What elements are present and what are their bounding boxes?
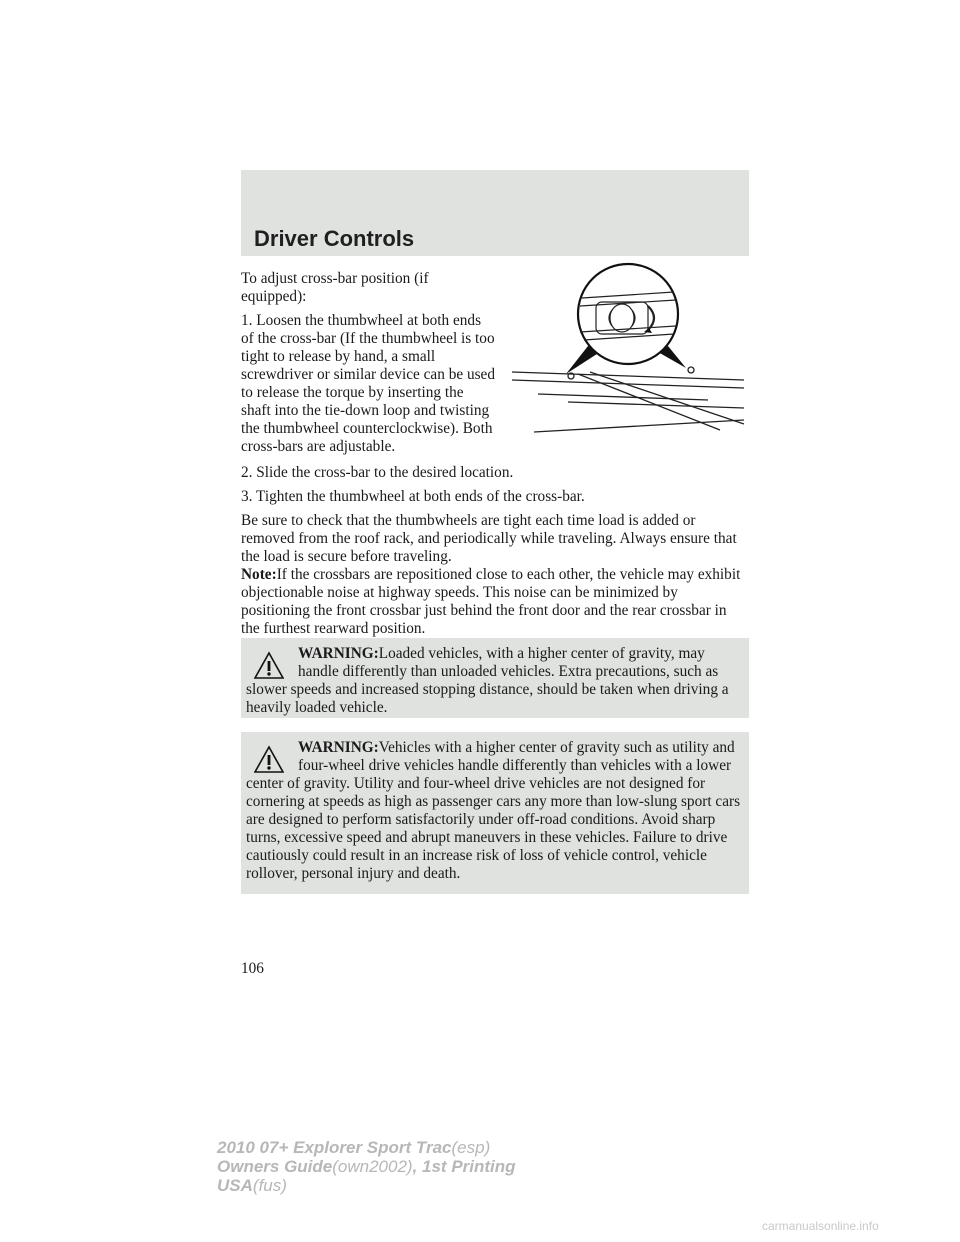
note-text <box>241 566 749 638</box>
footer-model: 2010 07+ Explorer Sport Trac <box>217 1138 452 1157</box>
check-text: Be sure to check that the thumbwheels are tight each time load is added or removed from the roof rack, and periodically while traveling. Always ensure that the load is secure before traveling. <box>241 512 737 565</box>
site-watermark: carmanualsonline.info <box>762 1219 879 1233</box>
footer-market-code: (fus) <box>252 1176 287 1195</box>
step-3-text: 3. Tighten the thumbwheel at both ends of the cross-bar. <box>241 488 585 505</box>
footer-printing: , 1st Printing <box>412 1157 516 1176</box>
intro-text: To adjust cross-bar position (if equipped): <box>241 270 429 305</box>
page-number: 106 <box>241 960 264 977</box>
footer-line-3 <box>217 1176 516 1195</box>
intro-paragraph <box>241 270 491 306</box>
warning-box-2 <box>241 732 749 894</box>
warning-1-text: Loaded vehicles, with a higher center of gravity, may handle differently than unloaded vehicles. Extra precautions, such as slower speeds and increased stopping distance, should be taken when driving a heavily loaded vehicle. <box>246 645 729 716</box>
section-header-band <box>241 170 749 256</box>
warning-2-text: Vehicles with a higher center of gravity such as utility and four-wheel drive vehicles handle differently than vehicles with a lower center of gravity. Utility and four-wheel drive vehicles are not designed for cornering at speeds as high as passenger cars any more than low-slung sport cars are designed to perform satisfactorily under off-road conditions. Avoid sharp turns, excessive speed and abrupt maneuvers in these vehicles. Failure to drive cautiously could result in an increase risk of loss of vehicle control, vehicle rollover, personal injury and death. <box>246 739 741 882</box>
footer-model-code: (esp) <box>451 1138 491 1157</box>
print-footer <box>217 1138 516 1195</box>
warning-1-label: WARNING: <box>298 645 379 662</box>
footer-line-2 <box>217 1157 516 1176</box>
step-1-text: 1. Loosen the thumbwheel at both ends of the cross-bar (If the thumbwheel is too tight to release by hand, a small screwdriver or similar device can be used to release the torque by inserting the shaft into the tie-down loop and twisting the thumbwheel counterclockwise). Both cross-bars are adjustable. <box>241 312 495 455</box>
warning-box-1 <box>241 638 749 718</box>
step-3-paragraph <box>241 488 749 506</box>
section-title: Driver Controls <box>254 226 415 251</box>
warning-triangle-icon <box>254 651 284 681</box>
warning-triangle-icon <box>254 745 284 775</box>
note-paragraph <box>241 566 749 638</box>
footer-market: USA <box>217 1176 253 1195</box>
step-2-paragraph <box>241 464 749 482</box>
note-label: Note: <box>241 566 277 583</box>
warning-2-label: WARNING: <box>298 739 379 756</box>
footer-guide: Owners Guide <box>217 1157 333 1176</box>
footer-guide-code: (own2002) <box>332 1157 413 1176</box>
crossbar-thumbwheel-illustration <box>508 262 748 442</box>
check-paragraph <box>241 512 749 566</box>
footer-line-1 <box>217 1138 516 1157</box>
crossbar-illustration-svg <box>508 262 748 442</box>
note-body: If the crossbars are repositioned close to each other, the vehicle may exhibit objectionable noise at highway speeds. This noise can be minimized by positioning the front crossbar just behind the front door and the rear crossbar in the furthest rearward position. <box>241 566 741 637</box>
step-1-paragraph <box>241 312 496 456</box>
step-2-text: 2. Slide the cross-bar to the desired location. <box>241 464 514 481</box>
